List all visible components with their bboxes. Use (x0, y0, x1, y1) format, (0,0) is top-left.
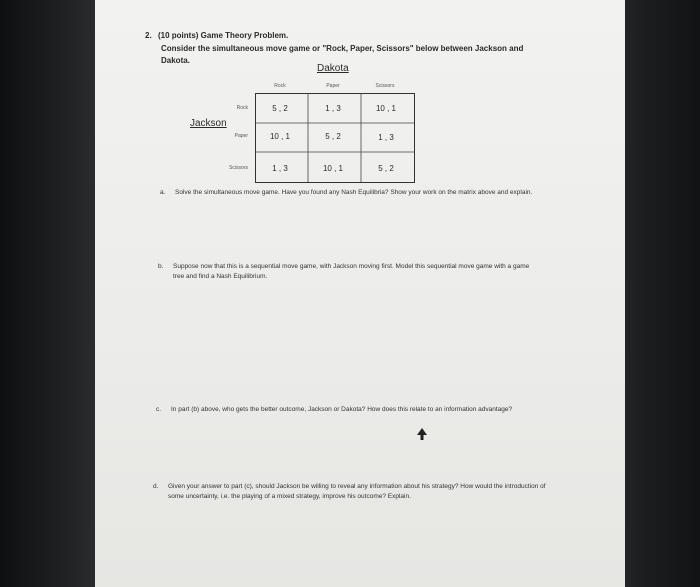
payoff-cell: 5 , 2 (272, 104, 288, 113)
part-c (156, 405, 551, 415)
column-header: Rock (274, 83, 286, 89)
column-header: Scissors (375, 83, 395, 89)
row-header: Paper (234, 133, 248, 139)
payoff-cell: 1 , 3 (272, 164, 288, 173)
part-text: In part (b) above, who gets the better outcome, Jackson or Dakota? How does this relate to an information advantage? (171, 406, 513, 413)
payoff-cell: 10 , 1 (322, 164, 343, 173)
row-header: Rock (236, 105, 248, 111)
part-letter: a. (160, 189, 166, 196)
part-b (158, 262, 533, 282)
payoff-cell: 10 , 1 (269, 132, 290, 141)
question-title: (10 points) Game Theory Problem. (158, 31, 289, 40)
payoff-cell: 1 , 3 (325, 104, 341, 113)
part-letter: d. (153, 483, 159, 490)
payoff-cell: 1 , 3 (378, 133, 394, 142)
payoff-cell: 5 , 2 (378, 164, 394, 173)
part-letter: b. (158, 263, 164, 270)
question-intro: Consider the simultaneous move game or "Rock, Paper, Scissors" below between Jackson and Dakota. (161, 44, 524, 65)
payoff-cell: 10 , 1 (375, 104, 396, 113)
part-letter: c. (156, 406, 162, 413)
row-header: Scissors (229, 165, 248, 171)
column-header: Paper (326, 83, 340, 89)
part-text: Solve the simultaneous move game. Have you found any Nash Equilibria? Show your work on the matrix above and explain. (175, 189, 533, 196)
part-a (160, 188, 545, 198)
cursor-icon (417, 428, 427, 440)
column-player-label: Dakota (317, 63, 349, 74)
paper-sheet (95, 0, 625, 587)
part-d (153, 482, 558, 502)
row-player-label: Jackson (190, 118, 227, 129)
part-text: Suppose now that this is a sequential move game, with Jackson moving first. Model this sequential move game with a game tree and find a Nash Equilibrium. (173, 263, 530, 280)
payoff-cell: 5 , 2 (325, 132, 341, 141)
question-number: 2. (145, 31, 152, 40)
part-text: Given your answer to part (c), should Jackson be willing to reveal any information about his strategy? How would the introduction of some uncertainty, i.e. the playing of a mixed strategy, improve his outcome? Explain. (168, 483, 546, 500)
background-left (0, 0, 95, 587)
